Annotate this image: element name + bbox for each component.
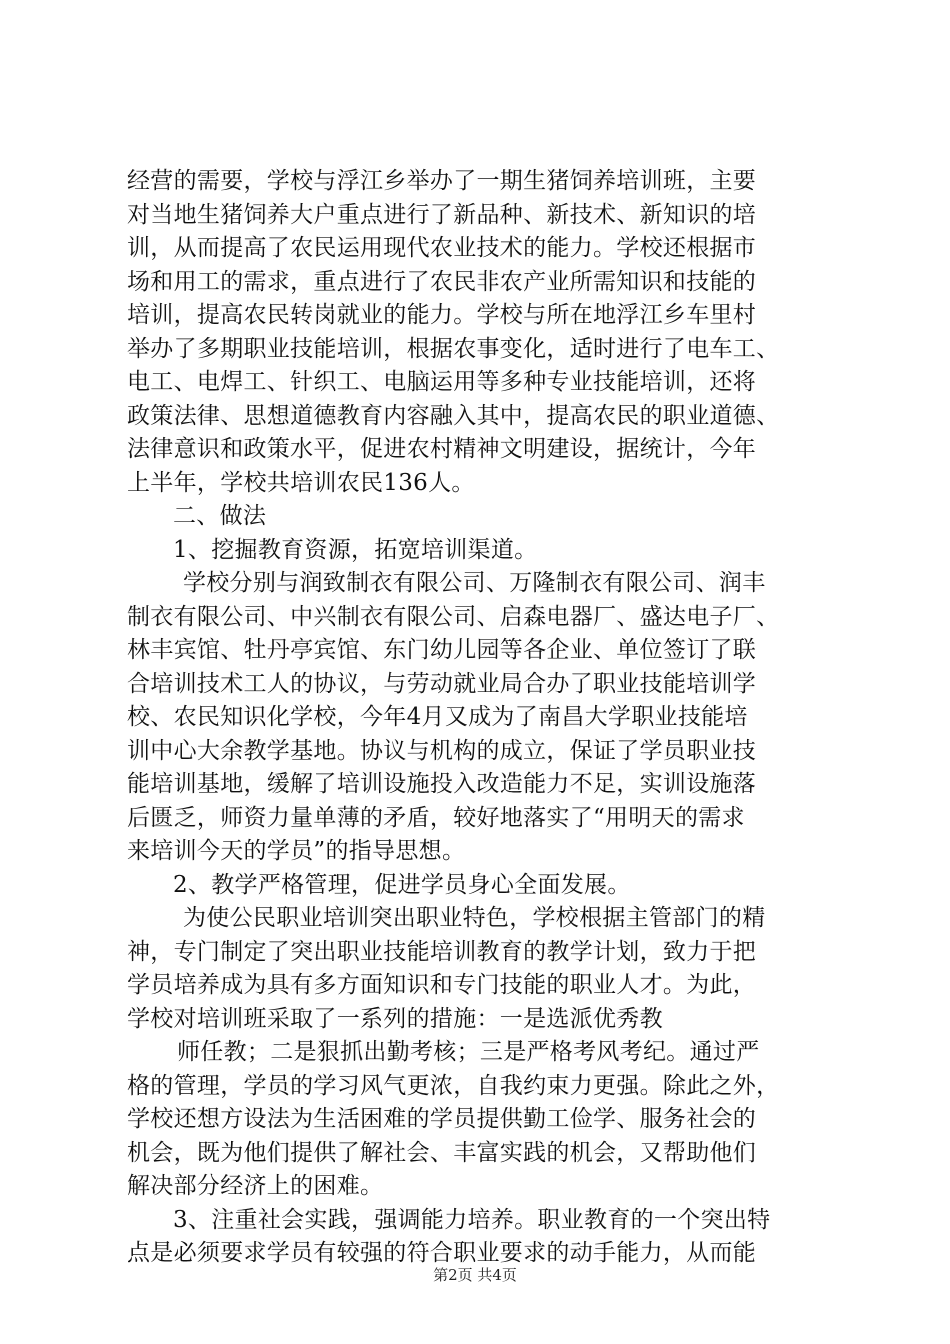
text-line: 为使公民职业培训突出职业特色，学校根据主管部门的精 — [183, 905, 766, 931]
text-line: 上半年，学校共培训农民136人。 — [127, 469, 475, 496]
text-line: 电工、电焊工、针织工、电脑运用等多种专业技能培训，还将 — [127, 369, 757, 395]
text-line: 训中心大余教学基地。协议与机构的成立，保证了学员职业技 — [127, 737, 757, 764]
text-line: 经营的需要，学校与浮江乡举办了一期生猪饲养培训班，主要 — [127, 168, 757, 194]
text-line: 举办了多期职业技能培训，根据农事变化，适时进行了电车工、 — [127, 335, 780, 362]
subsection-heading: 1、挖掘教育资源，拓宽培训渠道。 — [173, 536, 538, 563]
text-line: 后匮乏，师资力量单薄的矛盾，较好地落实了“用明天的需求 — [127, 804, 745, 831]
text-line: 机会，既为他们提供了解社会、丰富实践的机会，又帮助他们 — [127, 1139, 757, 1166]
text-line: 能培训基地，缓解了培训设施投入改造能力不足，实训设施落 — [127, 771, 757, 797]
text-line: 林丰宾馆、牡丹亭宾馆、东门幼儿园等各企业、单位签订了联 — [127, 637, 757, 663]
subsection-heading: 2、教学严格管理，促进学员身心全面发展。 — [173, 871, 631, 898]
text-line: 场和用工的需求，重点进行了农民非农产业所需知识和技能的 — [127, 268, 757, 295]
text-line: 训，从而提高了农民运用现代农业技术的能力。学校还根据市 — [127, 235, 757, 261]
text-line: 格的管理，学员的学习风气更浓，自我约束力更强。除此之外， — [127, 1072, 780, 1099]
text-line: 合培训技术工人的协议，与劳动就业局合办了职业技能培训学 — [127, 670, 757, 697]
text-line: 解决部分经济上的困难。 — [127, 1173, 384, 1199]
text-line: 神，专门制定了突出职业技能培训教育的教学计划，致力于把 — [127, 938, 757, 965]
text-line: 学员培养成为具有多方面知识和专门技能的职业人才。为此， — [127, 972, 757, 998]
subsection-heading: 3、注重社会实践，强调能力培养。职业教育的一个突出特 — [173, 1206, 771, 1233]
text-line: 学校分别与润致制衣有限公司、万隆制衣有限公司、润丰 — [183, 570, 766, 596]
body-text — [127, 165, 847, 1271]
text-line: 制衣有限公司、中兴制衣有限公司、启森电器厂、盛达电子厂、 — [127, 603, 780, 630]
text-line: 点是必须要求学员有较强的符合职业要求的动手能力，从而能 — [127, 1240, 757, 1266]
text-line: 师任教；二是狠抓出勤考核；三是严格考风考纪。通过严 — [177, 1039, 760, 1065]
text-line: 法律意识和政策水平，促进农村精神文明建设，据统计，今年 — [127, 436, 757, 462]
section-heading: 二、做法 — [173, 503, 267, 529]
text-line: 政策法律、思想道德教育内容融入其中，提高农民的职业道德、 — [127, 402, 780, 429]
text-line: 对当地生猪饲养大户重点进行了新品种、新技术、新知识的培 — [127, 201, 757, 228]
text-line: 校、农民知识化学校，今年4月又成为了南昌大学职业技能培 — [127, 704, 748, 730]
text-line: 学校对培训班采取了一系列的措施：一是选派优秀教 — [127, 1005, 663, 1032]
text-line: 培训，提高农民转岗就业的能力。学校与所在地浮江乡车里村 — [127, 302, 757, 328]
text-line: 学校还想方设法为生活困难的学员提供勤工俭学、服务社会的 — [127, 1106, 757, 1132]
text-line: 来培训今天的学员”的指导思想。 — [127, 838, 466, 864]
page-number: 第2页 共4页 — [433, 1266, 517, 1284]
